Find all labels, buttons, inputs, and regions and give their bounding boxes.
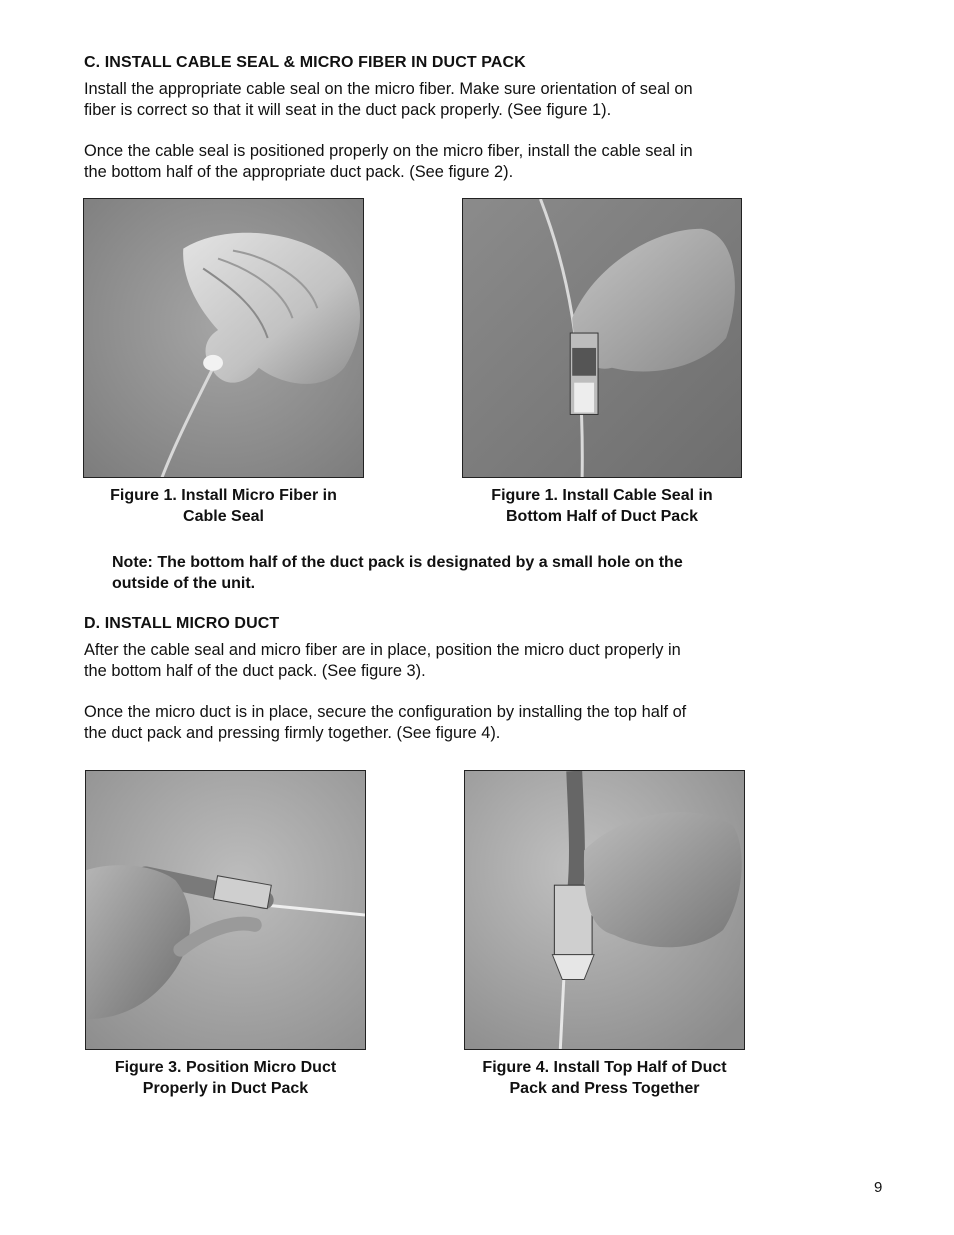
page-number: 9 bbox=[874, 1179, 883, 1196]
section-c-paragraph-2 bbox=[84, 141, 693, 183]
text-line: After the cable seal and micro fiber are in place, position the micro duct properly in bbox=[84, 641, 681, 659]
figure-4-caption bbox=[464, 1057, 745, 1099]
figure-3-caption bbox=[85, 1057, 366, 1099]
note-line: Note: The bottom half of the duct pack is designated by a small hole on the bbox=[112, 554, 683, 571]
figure-2-caption bbox=[462, 485, 742, 527]
figure-1-photo bbox=[83, 198, 364, 478]
text-line: the duct pack and pressing firmly together. (See figure 4). bbox=[84, 724, 501, 742]
section-d-paragraph-2 bbox=[84, 702, 686, 744]
section-c-heading: C. INSTALL CABLE SEAL & MICRO FIBER IN DUCT PACK bbox=[84, 54, 526, 71]
text-line: the bottom half of the appropriate duct pack. (See figure 2). bbox=[84, 163, 514, 181]
text-line: Once the micro duct is in place, secure the configuration by installing the top half of bbox=[84, 703, 687, 721]
note bbox=[112, 552, 683, 594]
section-d-heading: D. INSTALL MICRO DUCT bbox=[84, 615, 280, 632]
figure-1-caption bbox=[83, 485, 364, 527]
caption-line: Bottom Half of Duct Pack bbox=[505, 508, 698, 525]
caption-line: Figure 3. Position Micro Duct bbox=[114, 1059, 337, 1076]
caption-line: Pack and Press Together bbox=[509, 1080, 700, 1097]
section-d-paragraph-1 bbox=[84, 640, 681, 682]
figure-4-photo bbox=[464, 770, 745, 1050]
caption-line: Properly in Duct Pack bbox=[142, 1080, 309, 1097]
note-line: outside of the unit. bbox=[112, 575, 256, 592]
text-line: the bottom half of the duct pack. (See figure 3). bbox=[84, 662, 426, 680]
text-line: Once the cable seal is positioned properly on the micro fiber, install the cable seal in bbox=[84, 142, 693, 160]
caption-line: Figure 1. Install Micro Fiber in bbox=[110, 487, 337, 504]
figure-2-photo bbox=[462, 198, 742, 478]
section-c-paragraph-1 bbox=[84, 79, 693, 121]
text-line: fiber is correct so that it will seat in the duct pack properly. (See figure 1). bbox=[84, 101, 612, 119]
caption-line: Figure 1. Install Cable Seal in bbox=[491, 487, 713, 504]
caption-line: Cable Seal bbox=[183, 508, 264, 525]
caption-line: Figure 4. Install Top Half of Duct bbox=[482, 1059, 727, 1076]
figure-3-photo bbox=[85, 770, 366, 1050]
text-line: Install the appropriate cable seal on the micro fiber. Make sure orientation of seal on bbox=[84, 80, 693, 98]
